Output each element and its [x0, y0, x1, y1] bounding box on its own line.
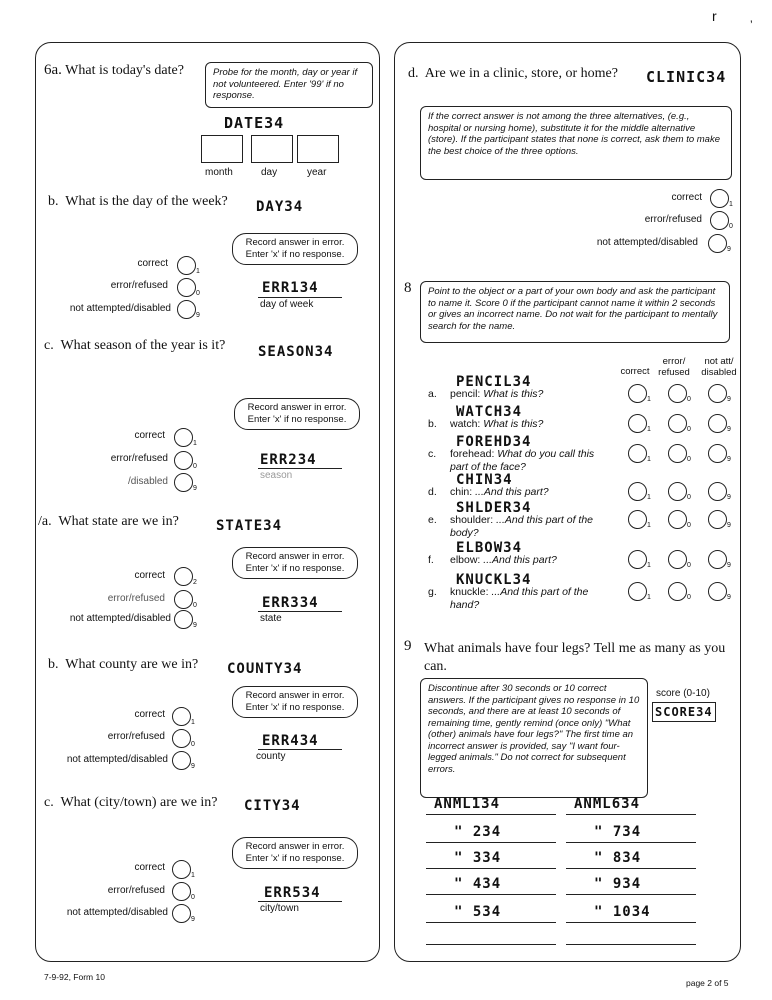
error-answer-line[interactable] [258, 749, 342, 750]
option-label: /disabled [127, 476, 168, 487]
error-code: ERR334 [262, 595, 319, 611]
item-letter: d. [428, 486, 437, 498]
option-value: 1 [647, 594, 651, 601]
error-answer-line[interactable] [258, 468, 342, 469]
corner-mark: r [712, 8, 717, 24]
item-code: FOREHD34 [456, 434, 532, 450]
option-label: correct [134, 430, 165, 441]
question-number: c. [44, 338, 54, 353]
item-question: ...And this part? [475, 486, 549, 498]
radio-correct[interactable] [628, 550, 647, 569]
option-value: 9 [727, 594, 731, 601]
option-value: 9 [191, 916, 195, 923]
question-9-number: 9 [404, 638, 412, 654]
animal-answer-line[interactable] [566, 922, 696, 923]
item-question: What is this? [483, 418, 544, 430]
radio-not-attempted[interactable] [177, 300, 196, 319]
animal-entry: " 934 [594, 876, 642, 892]
option-value: 0 [687, 494, 691, 501]
radio-correct[interactable] [172, 707, 191, 726]
radio-correct[interactable] [710, 189, 729, 208]
option-value: 0 [191, 894, 195, 901]
radio-error[interactable] [668, 444, 687, 463]
right-panel [394, 42, 741, 962]
radio-error[interactable] [668, 582, 687, 601]
item-letter: c. [428, 448, 437, 460]
error-code: ERR534 [264, 885, 321, 901]
item-prompt [450, 388, 610, 401]
radio-error[interactable] [668, 414, 687, 433]
animal-entry: ANML134 [434, 796, 501, 812]
animal-answer-line[interactable] [566, 894, 696, 895]
option-value: 9 [727, 456, 731, 463]
record-answer-note: Record answer in error. Enter 'x' if no response. [232, 686, 358, 718]
item-letter: a. [428, 388, 437, 400]
error-code: ERR134 [262, 280, 319, 296]
radio-not-attempted[interactable] [708, 444, 727, 463]
item-code: WATCH34 [456, 404, 523, 420]
option-label: correct [134, 862, 165, 873]
question-number: c. [44, 795, 54, 810]
option-label: correct [134, 709, 165, 720]
animal-answer-line[interactable] [426, 842, 556, 843]
animal-entry: " 334 [454, 850, 502, 866]
animal-answer-line[interactable] [566, 814, 696, 815]
radio-not-attempted[interactable] [708, 234, 727, 253]
option-value: 9 [727, 494, 731, 501]
item-name: pencil: [450, 388, 481, 400]
radio-error[interactable] [172, 882, 191, 901]
animal-entry: " 534 [454, 904, 502, 920]
radio-correct[interactable] [628, 510, 647, 529]
error-answer-line[interactable] [258, 901, 342, 902]
radio-error[interactable] [172, 729, 191, 748]
animal-entry: ANML634 [574, 796, 641, 812]
option-value: 9 [727, 522, 731, 529]
option-value: 0 [687, 594, 691, 601]
animal-answer-line[interactable] [426, 814, 556, 815]
question-text: Are we in a clinic, store, or home? [424, 66, 618, 81]
option-value: 1 [647, 494, 651, 501]
radio-error[interactable] [177, 278, 196, 297]
year-box[interactable] [297, 135, 339, 163]
option-value: 0 [196, 290, 200, 297]
option-label: error/refused [644, 214, 702, 225]
radio-correct[interactable] [174, 428, 193, 447]
radio-error[interactable] [668, 510, 687, 529]
animal-answer-line[interactable] [426, 944, 556, 945]
radio-not-attempted[interactable] [708, 582, 727, 601]
radio-not-attempted[interactable] [174, 610, 193, 629]
option-value: 1 [647, 562, 651, 569]
item-name: forehead: [450, 448, 495, 460]
option-value: 1 [191, 719, 195, 726]
option-label: correct [671, 192, 702, 203]
option-label: not attempted/disabled [69, 303, 171, 314]
option-value: 0 [193, 463, 197, 470]
question-6c [44, 338, 225, 354]
radio-correct[interactable] [628, 444, 647, 463]
option-value: 0 [729, 223, 733, 230]
record-answer-note: Record answer in error. Enter 'x' if no response. [232, 837, 358, 869]
date-code: DATE34 [224, 114, 285, 132]
item-letter: b. [428, 418, 437, 430]
item-name: chin: [450, 486, 473, 498]
season-code: SEASON34 [258, 344, 334, 360]
error-answer-line[interactable] [258, 611, 342, 612]
radio-correct[interactable] [174, 567, 193, 586]
animal-entry: " 434 [454, 876, 502, 892]
error-label: state [260, 613, 282, 624]
item-code: PENCIL34 [456, 374, 532, 390]
error-answer-line[interactable] [258, 297, 342, 298]
item-letter: e. [428, 514, 437, 526]
option-label: correct [134, 570, 165, 581]
day-box[interactable] [251, 135, 293, 163]
question-number: d. [408, 66, 419, 81]
radio-not-attempted[interactable] [172, 751, 191, 770]
animal-entry: " 734 [594, 824, 642, 840]
error-label: season [260, 470, 293, 481]
question-text: What (city/town) are we in? [60, 795, 218, 810]
option-value: 1 [647, 522, 651, 529]
radio-error[interactable] [710, 211, 729, 230]
option-value: 0 [191, 741, 195, 748]
column-header-error: error/ refused [658, 356, 690, 378]
option-value: 0 [687, 522, 691, 529]
item-letter: f. [428, 554, 434, 566]
question-number: 6a. [44, 62, 62, 78]
option-value: 9 [193, 622, 197, 629]
error-label: county [256, 751, 286, 762]
radio-correct[interactable] [628, 482, 647, 501]
day-label: day [261, 167, 278, 178]
option-label: error/refused [110, 280, 168, 291]
item-name: knuckle: [450, 586, 489, 598]
item-question: ...And this part of the hand? [450, 586, 589, 611]
question-number: b. [48, 194, 59, 209]
county-code: COUNTY34 [227, 661, 303, 677]
item-code: KNUCKL34 [456, 572, 532, 588]
month-box[interactable] [201, 135, 243, 163]
item-question: What is this? [483, 388, 544, 400]
option-value: 1 [196, 268, 200, 275]
score-box[interactable]: SCORE34 [652, 702, 716, 722]
month-label: month [205, 167, 233, 178]
option-value: 1 [193, 440, 197, 447]
radio-error[interactable] [174, 451, 193, 470]
naming-instruction: Point to the object or a part of your own body and ask the participant to name it. Score 0 if the participant cannot name it within 2 seconds or gives an incorrect name. Do not wait for the participant to mentally search for the name. [420, 281, 730, 343]
option-label: not attempted/disabled [596, 237, 698, 248]
item-question: ...And this part? [483, 554, 557, 566]
question-text: What is the day of the week? [65, 194, 228, 209]
option-label: error/refused [107, 731, 165, 742]
option-value: 9 [193, 485, 197, 492]
option-value: 0 [687, 456, 691, 463]
item-prompt [450, 554, 610, 567]
option-value: 9 [727, 426, 731, 433]
option-value: 9 [191, 763, 195, 770]
option-value: 9 [727, 562, 731, 569]
question-text: What county are we in? [65, 657, 199, 672]
probe-text: Probe for the month, day or year if not volunteered. Enter '99' if no response. [213, 67, 358, 101]
item-prompt [450, 418, 610, 431]
option-value: 1 [191, 872, 195, 879]
question-text: What is today's date? [65, 63, 184, 78]
option-value: 9 [727, 396, 731, 403]
item-code: SHLDER34 [456, 500, 532, 516]
error-label: day of week [260, 299, 314, 310]
footer-form-id: 7-9-92, Form 10 [44, 972, 105, 982]
radio-not-attempted[interactable] [708, 550, 727, 569]
option-value: 1 [729, 201, 733, 208]
option-label: not attempted/disabled [69, 613, 171, 624]
question-7a [38, 514, 179, 530]
year-label: year [307, 167, 327, 178]
animal-answer-line[interactable] [566, 842, 696, 843]
animal-answer-line[interactable] [426, 894, 556, 895]
animal-entry: " 1034 [594, 904, 651, 920]
animal-entry: " 234 [454, 824, 502, 840]
item-letter: g. [428, 586, 437, 598]
item-name: watch: [450, 418, 481, 430]
option-value: 0 [687, 396, 691, 403]
radio-not-attempted[interactable] [172, 904, 191, 923]
option-value: 9 [727, 246, 731, 253]
record-answer-note: Record answer in error. Enter 'x' if no response. [232, 547, 358, 579]
radio-not-attempted[interactable] [708, 482, 727, 501]
item-question: What do you call this part of the face? [450, 448, 595, 473]
option-value: 1 [647, 426, 651, 433]
question-8-number: 8 [404, 280, 412, 296]
radio-not-attempted[interactable] [174, 473, 193, 492]
item-name: elbow: [450, 554, 481, 566]
option-value: 9 [196, 312, 200, 319]
animal-answer-line[interactable] [566, 868, 696, 869]
radio-correct[interactable] [172, 860, 191, 879]
question-text: What season of the year is it? [60, 338, 226, 353]
record-answer-note: Record answer in error. Enter 'x' if no response. [232, 233, 358, 265]
day-code: DAY34 [256, 199, 304, 215]
corner-mark: ’ [750, 18, 753, 32]
question-6a [44, 62, 184, 79]
column-header-correct: correct [620, 366, 650, 377]
city-code: CITY34 [244, 798, 301, 814]
radio-not-attempted[interactable] [708, 414, 727, 433]
clinic-code: CLINIC34 [646, 68, 727, 86]
radio-not-attempted[interactable] [708, 510, 727, 529]
option-label: not attempted/disabled [66, 754, 168, 765]
option-value: 0 [687, 426, 691, 433]
item-question: ...And this part of the body? [450, 514, 594, 539]
item-code: ELBOW34 [456, 540, 523, 556]
item-prompt [450, 448, 610, 473]
option-label: error/refused [107, 885, 165, 896]
record-answer-note: Record answer in error. Enter 'x' if no response. [234, 398, 360, 430]
option-label: error/refused [110, 453, 168, 464]
state-code: STATE34 [216, 518, 283, 534]
column-header-not-att: not att/ disabled [701, 356, 737, 378]
radio-not-attempted[interactable] [708, 384, 727, 403]
question-6b [48, 194, 228, 210]
animal-entry: " 834 [594, 850, 642, 866]
footer-page-number: page 2 of 5 [686, 978, 729, 988]
question-9-text: What animals have four legs? Tell me as many as you can. [424, 641, 726, 674]
radio-correct[interactable] [628, 582, 647, 601]
radio-correct[interactable] [628, 384, 647, 403]
question-number: /a. [38, 514, 52, 529]
discontinue-note: Discontinue after 30 seconds or 10 correct answers. If the participant gives no response in 10 seconds, and there are at least 10 seconds of remaining time, gently remind (once only) "What (other) animals have four legs?" The first time an incorrect answer is provided, say "I want four-legged animals." Do not correct for subsequent errors. [420, 678, 648, 798]
item-prompt [450, 514, 610, 539]
radio-error[interactable] [668, 384, 687, 403]
radio-correct[interactable] [177, 256, 196, 275]
option-label: correct [137, 258, 168, 269]
option-value: 0 [687, 562, 691, 569]
question-7c [44, 795, 218, 811]
probe-box [205, 62, 373, 108]
substitution-note: If the correct answer is not among the three alternatives, (e.g., hospital or nursing home), substitute it for the middle alternative (store). If the participant states that none is correct, ask them to make the best choice of the three options. [420, 106, 732, 180]
score-label: score (0-10) [656, 688, 710, 699]
item-code: CHIN34 [456, 472, 513, 488]
radio-error[interactable] [668, 550, 687, 569]
error-code: ERR234 [260, 452, 317, 468]
radio-error[interactable] [668, 482, 687, 501]
left-panel [35, 42, 380, 962]
item-prompt [450, 586, 610, 611]
question-number: b. [48, 657, 59, 672]
animal-answer-line[interactable] [426, 922, 556, 923]
item-prompt [450, 486, 610, 499]
option-label: not attempted/disabled [66, 907, 168, 918]
radio-error[interactable] [174, 590, 193, 609]
error-label: city/town [260, 903, 299, 914]
option-value: 2 [193, 579, 197, 586]
option-value: 1 [647, 456, 651, 463]
option-label: error/refused [107, 593, 165, 604]
question-text: What state are we in? [58, 514, 179, 529]
animal-answer-line[interactable] [426, 868, 556, 869]
error-code: ERR434 [262, 733, 319, 749]
radio-correct[interactable] [628, 414, 647, 433]
option-value: 0 [193, 602, 197, 609]
item-name: shoulder: [450, 514, 494, 526]
option-value: 1 [647, 396, 651, 403]
question-7b [48, 657, 198, 673]
question-7d [408, 66, 618, 82]
animal-answer-line[interactable] [566, 944, 696, 945]
